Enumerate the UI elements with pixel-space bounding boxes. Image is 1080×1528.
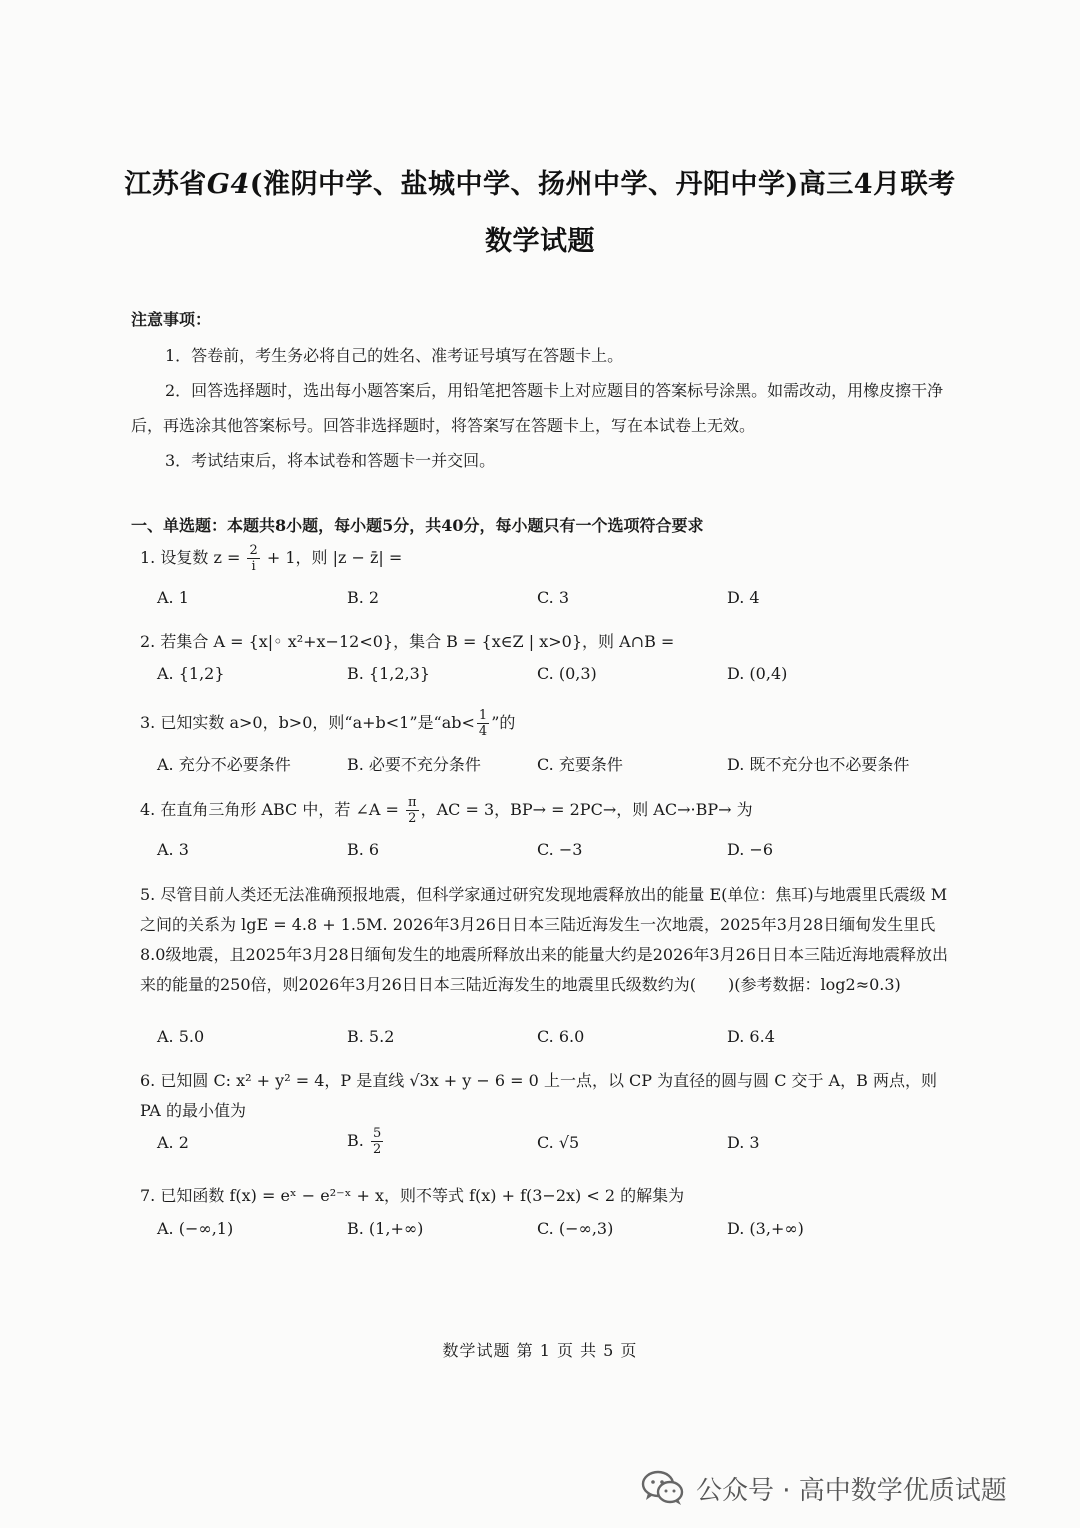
- q4-fraction: [406, 796, 419, 825]
- q6-option-b-num: 5: [372, 1126, 382, 1141]
- q3-frac-den: 4: [478, 724, 488, 739]
- q1-option-d: D. 4: [727, 588, 760, 607]
- page-footer: 数学试题 第 1 页 共 5 页: [442, 1341, 638, 1360]
- q5-option-d: D. 6.4: [727, 1027, 775, 1046]
- notice-heading: 注意事项：: [131, 310, 212, 329]
- q6-option-a: A. 2: [157, 1133, 189, 1152]
- q1-fraction: [247, 544, 259, 573]
- question-1-options: [157, 588, 957, 614]
- question-3-stem: [140, 708, 960, 738]
- watermark: [640, 1466, 1007, 1510]
- question-5-options: [157, 1027, 957, 1053]
- q1-option-c: C. 3: [537, 588, 570, 607]
- q4-option-a: A. 3: [157, 840, 189, 859]
- q2-option-d: D. (0,4): [727, 664, 788, 683]
- q3-option-d: D. 既不充分也不必要条件: [727, 755, 910, 774]
- q1-option-a: A. 1: [157, 588, 189, 607]
- q1-option-b: B. 2: [347, 588, 380, 607]
- notice-item-1: 1．答卷前，考生务必将自己的姓名、准考证号填写在答题卡上。: [165, 346, 624, 365]
- q3-text-post: ”的: [491, 713, 516, 732]
- section-heading: 一、单选题：本题共8小题，每小题5分，共40分，每小题只有一个选项符合要求: [131, 516, 704, 535]
- question-2-options: [157, 664, 957, 690]
- title-prefix: 江苏省: [124, 169, 207, 200]
- q4-text-pre: 4. 在直角三角形 ABC 中，若 ∠A =: [140, 800, 399, 819]
- question-6-stem: 6. 已知圆 C: x² + y² = 4，P 是直线 √3x + y − 6 = 0 上一点，以 CP 为直径的圆与圆 C 交于 A，B 两点，则 PA 的最小值为: [140, 1071, 938, 1120]
- q6-option-c: C. √5: [537, 1133, 580, 1152]
- q3-option-a: A. 充分不必要条件: [157, 755, 291, 774]
- question-4-stem: [140, 795, 960, 825]
- exam-title: [0, 162, 1080, 201]
- question-6-options: [157, 1126, 957, 1169]
- q4-frac-den: 2: [408, 811, 417, 826]
- question-7-stem: 7. 已知函数 f(x) = eˣ − e²⁻ˣ + x，则不等式 f(x) + f(3−2x) < 2 的解集为: [140, 1186, 685, 1205]
- q5-option-c: C. 6.0: [537, 1027, 585, 1046]
- question-1-stem: [140, 543, 960, 573]
- q4-option-c: C. −3: [537, 840, 583, 859]
- exam-subject: 数学试题: [485, 226, 595, 257]
- title-suffix: (淮阴中学、盐城中学、扬州中学、丹阳中学)高三4月联考: [249, 169, 956, 200]
- question-4-options: [157, 840, 957, 866]
- q3-fraction: [477, 709, 489, 738]
- q4-text-post: ，AC = 3，BP→ = 2PC→，则 AC→·BP→ 为: [420, 800, 753, 819]
- q2-option-c: C. (0,3): [537, 664, 597, 683]
- title-g4: G4: [206, 169, 250, 200]
- q3-frac-num: 1: [478, 708, 488, 723]
- q2-option-a: A. {1,2}: [157, 664, 225, 683]
- q1-text-pre: 1. 设复数 z =: [140, 548, 241, 567]
- wechat-icon: [640, 1469, 686, 1507]
- notice-item-3: 3．考试结束后，将本试卷和答题卡一并交回。: [165, 451, 496, 470]
- q1-frac-den: i: [251, 559, 256, 574]
- question-2-stem: 2. 若集合 A = {x|◦ x²+x−12<0}，集合 B = {x∈Z | x>0}，则 A∩B =: [140, 632, 675, 651]
- q5-option-a: A. 5.0: [157, 1027, 205, 1046]
- question-7-options: [157, 1219, 957, 1245]
- q6-option-d: D. 3: [727, 1133, 760, 1152]
- question-3-options: [157, 752, 957, 778]
- q1-text-post: + 1，则 |z − z̄| =: [266, 548, 403, 567]
- q7-option-d: D. (3,+∞): [727, 1219, 804, 1238]
- q1-frac-num: 2: [249, 543, 258, 558]
- q7-option-a: A. (−∞,1): [157, 1219, 234, 1238]
- q2-option-b: B. {1,2,3}: [347, 664, 430, 683]
- q4-frac-num: π: [408, 795, 417, 810]
- q6-option-b-label: B.: [347, 1131, 364, 1150]
- q3-text-pre: 3. 已知实数 a>0，b>0，则“a+b<1”是“ab<: [140, 713, 475, 732]
- q5-option-b: B. 5.2: [347, 1027, 395, 1046]
- q3-option-c: C. 充要条件: [537, 755, 623, 774]
- q6-option-b: [347, 1127, 385, 1156]
- notice-item-2: 2．回答选择题时，选出每小题答案后，用铅笔把答题卡上对应题目的答案标号涂黑。如需改动，用橡皮擦干净后，再选涂其他答案标号。回答非选择题时，将答案写在答题卡上，写在本试卷上无效。: [131, 381, 944, 435]
- q4-option-b: B. 6: [347, 840, 380, 859]
- q7-option-c: C. (−∞,3): [537, 1219, 614, 1238]
- q7-option-b: B. (1,+∞): [347, 1219, 424, 1238]
- question-5-stem: 5. 尽管目前人类还无法准确预报地震，但科学家通过研究发现地震释放出的能量 E(单位：焦耳)与地震里氏震级 M 之间的关系为 lgE = 4.8 + 1.5M. 2026年3月26日日本三陆近海发生一次地震，2025年3月28日缅甸发生里氏8.0级地震，且2025年3月28日缅甸发生的地震所释放出来的能量大约是2026年3月26日日本三陆近海地震释放出来的能量的250倍，则2026年3月26日日本三陆近海发生的地震里氏级数约为( )(参考数据：log2≈0.3): [140, 885, 948, 994]
- q4-option-d: D. −6: [727, 840, 774, 859]
- q6-option-b-den: 2: [372, 1142, 382, 1157]
- watermark-text: 公众号 · 高中数学优质试题: [696, 1475, 1007, 1506]
- q6-option-b-fraction: [371, 1127, 383, 1156]
- q3-option-b: B. 必要不充分条件: [347, 755, 481, 774]
